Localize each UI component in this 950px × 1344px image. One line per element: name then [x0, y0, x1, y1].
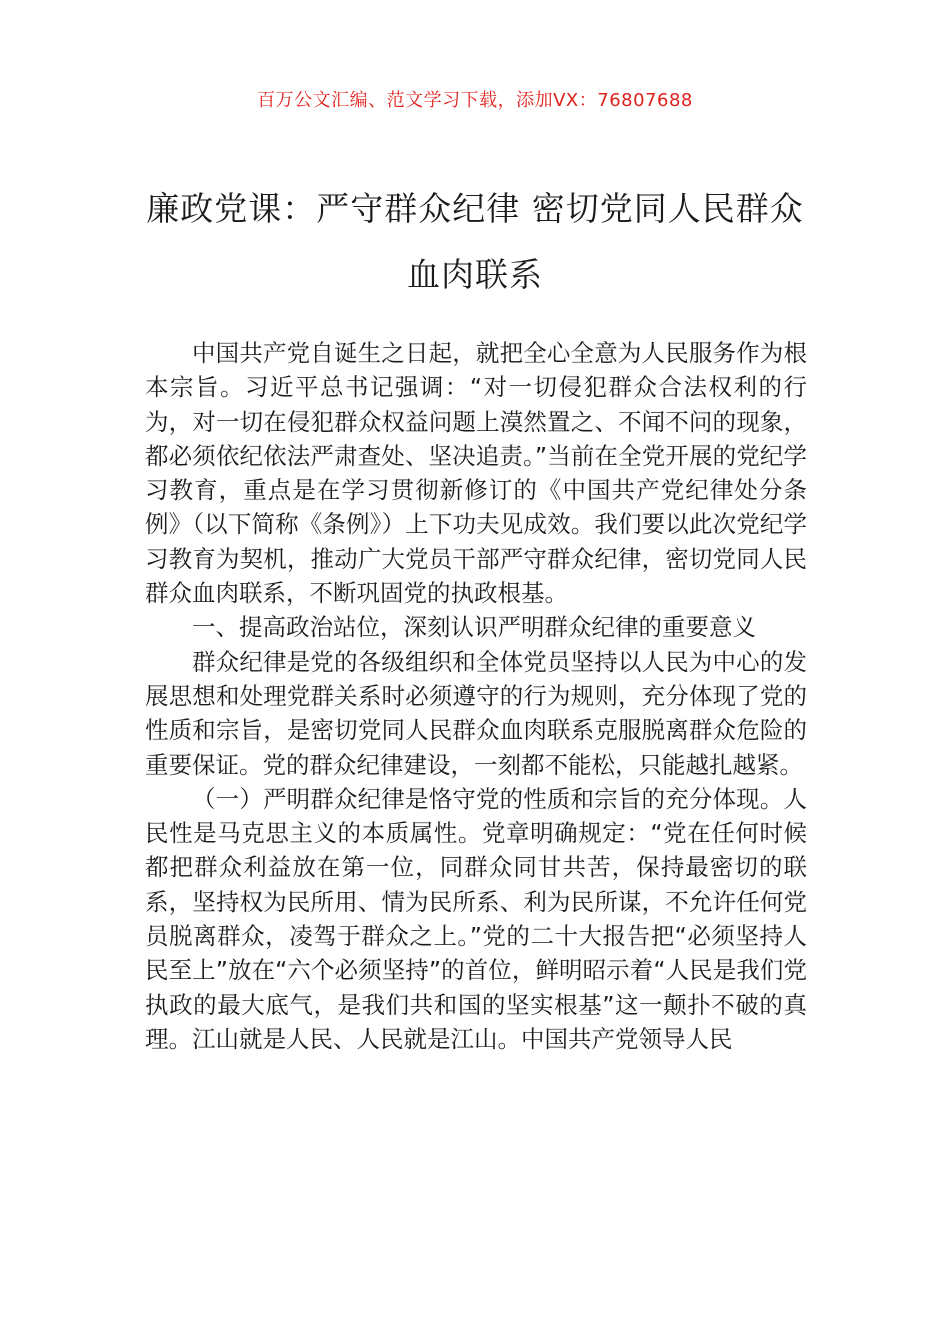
header-watermark-note: 百万公文汇编、范文学习下载，添加VX：76807688 — [257, 90, 693, 111]
paragraph-section-1: 群众纪律是党的各级组织和全体党员坚持以人民为中心的发展思想和处理党群关系时必须遵守的行为规则，充分体现了党的性质和宗旨，是密切党同人民群众血肉联系克服脱离群众危险的重要保证。党的群众纪律建设，一刻都不能松，只能越扎越紧。 — [145, 647, 807, 779]
paragraph-subsection-1: （一）严明群众纪律是恪守党的性质和宗旨的充分体现。人民性是马克思主义的本质属性。党章明确规定：“党在任何时候都把群众利益放在第一位，同群众同甘共苦，保持最密切的联系，坚持权为民所用、情为民所系、利为民所谋，不允许任何党员脱离群众，凌驾于群众之上。”党的二十大报告把“必须坚持人民至上”放在“六个必须坚持”的首位，鲜明昭示着“人民是我们党执政的最大底气，是我们共和国的坚实根基”这一颠扑不破的真理。江山就是人民、人民就是江山。中国共产党领导人民 — [145, 784, 807, 1053]
paragraph-intro: 中国共产党自诞生之日起，就把全心全意为人民服务作为根本宗旨。习近平总书记强调：“对一切侵犯群众合法权利的行为，对一切在侵犯群众权益问题上漠然置之、不闻不问的现象，都必须依纪依法严肃查处、坚决追责。”当前在全党开展的党纪学习教育，重点是在学习贯彻新修订的《中国共产党纪律处分条例》（以下简称《条例》）上下功夫见成效。我们要以此次党纪学习教育为契机，推动广大党员干部严守群众纪律，密切党同人民群众血肉联系，不断巩固党的执政根基。 — [145, 339, 807, 608]
document-title: 廉政党课：严守群众纪律 密切党同人民群众血肉联系 — [146, 189, 804, 294]
document-body — [145, 336, 807, 1056]
section-heading-1: 一、提高政治站位，深刻认识严明群众纪律的重要意义 — [192, 613, 756, 642]
